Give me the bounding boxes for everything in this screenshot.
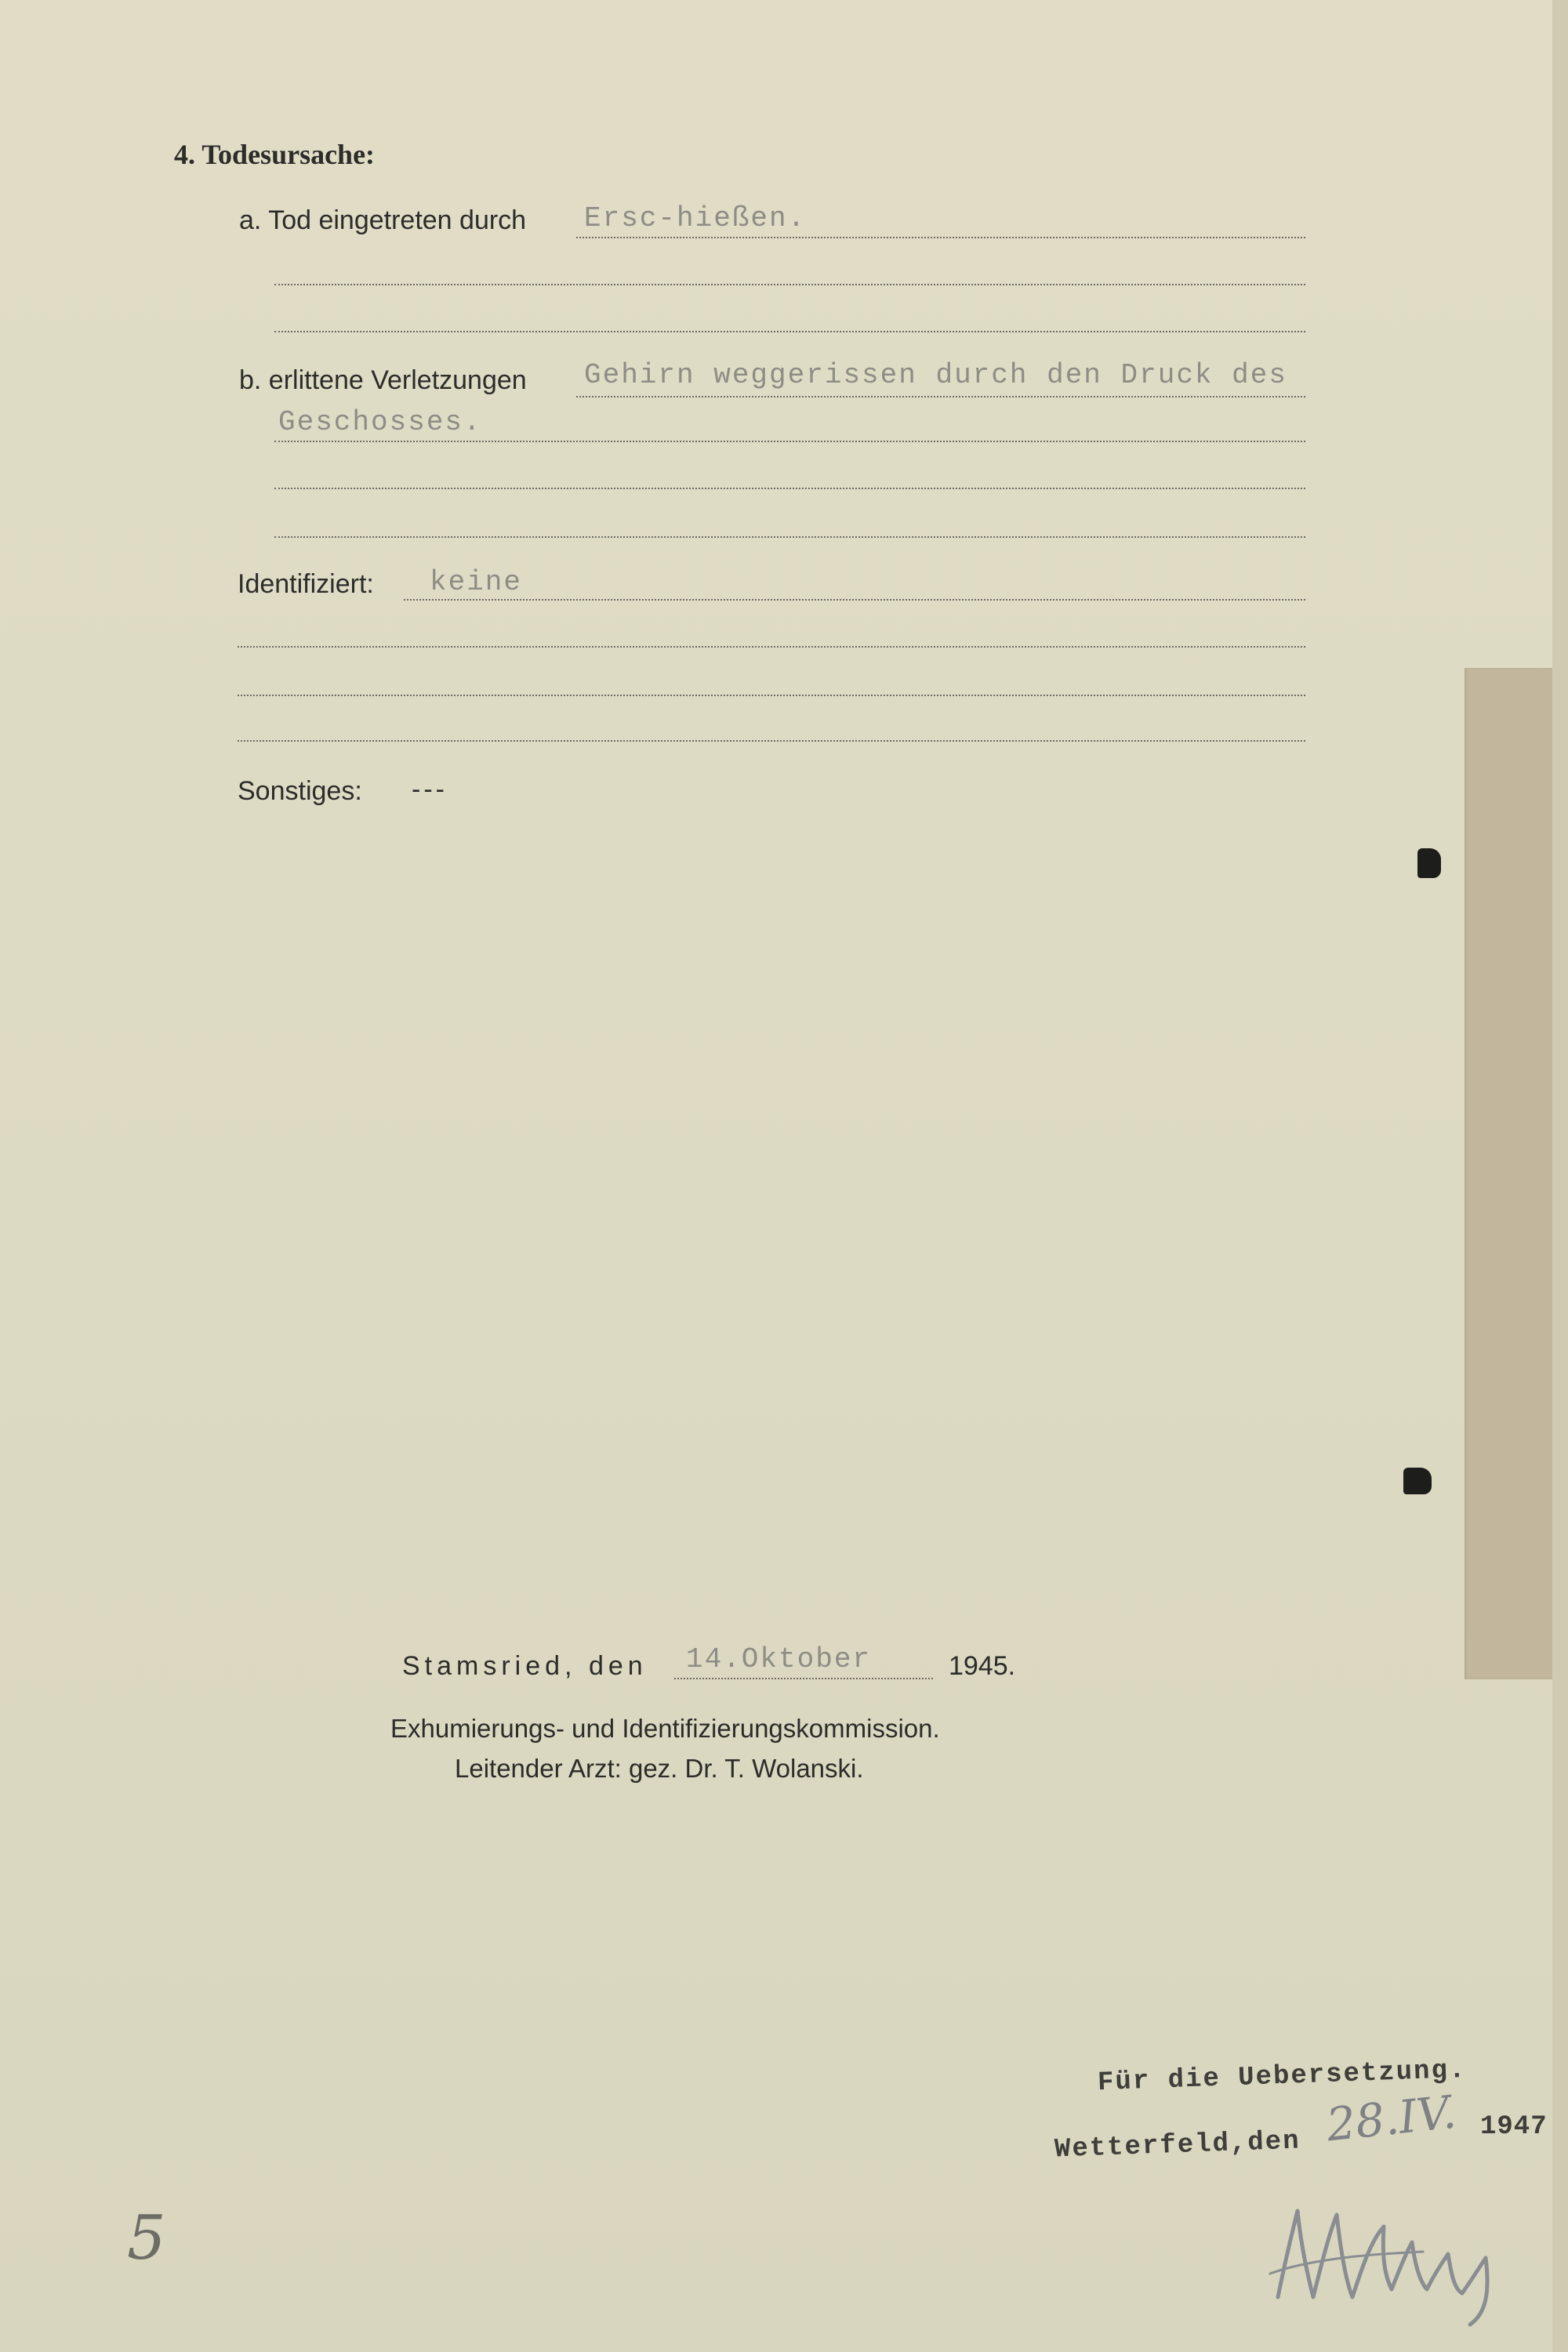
dotted-line: [274, 488, 1305, 489]
page-edge: [1552, 0, 1568, 2352]
identified-value: keine: [430, 566, 523, 598]
handwritten-signature: [1266, 2180, 1509, 2328]
commission-line1: Exhumierungs- und Identifizierungskommission.: [390, 1714, 940, 1743]
punch-hole: [1403, 1468, 1432, 1494]
binding-strip: [1465, 668, 1552, 1679]
identified-label: Identifiziert:: [238, 569, 374, 599]
dotted-line: [274, 536, 1305, 538]
page-number: 5: [127, 2203, 166, 2274]
dotted-line: [576, 396, 1305, 397]
certification-place: Wetterfeld,den: [1054, 2126, 1301, 2165]
injuries-label: b. erlittene Verletzungen: [239, 365, 527, 395]
punch-hole: [1417, 848, 1441, 878]
cause-label: a. Tod eingetreten durch: [239, 205, 527, 235]
dotted-line: [274, 441, 1305, 442]
date-value: 14.Oktober: [686, 1643, 872, 1675]
cause-value: Ersc-hießen.: [584, 202, 807, 234]
year-value: 1945.: [949, 1651, 1016, 1681]
commission-line2: Leitender Arzt: gez. Dr. T. Wolanski.: [455, 1754, 864, 1783]
dotted-line: [576, 237, 1305, 238]
certification-line1: Für die Uebersetzung.: [1097, 2055, 1468, 2099]
other-value: ---: [412, 775, 448, 804]
dotted-line: [238, 695, 1305, 696]
injuries-value-line2: Geschosses.: [278, 406, 482, 438]
section-heading: 4. Todesursache:: [174, 139, 376, 170]
place-label: Stamsried, den: [402, 1651, 648, 1681]
dotted-line: [404, 599, 1305, 601]
dotted-line: [674, 1678, 933, 1679]
other-label: Sonstiges:: [238, 776, 362, 806]
dotted-line: [274, 331, 1305, 332]
injuries-value-line1: Gehirn weggerissen durch den Druck des: [584, 359, 1287, 391]
dotted-line: [238, 740, 1305, 742]
dotted-line: [274, 284, 1305, 285]
dotted-line: [238, 646, 1305, 648]
certification-year: 1947: [1480, 2112, 1548, 2142]
certification-date: 28.IV.: [1323, 2085, 1459, 2152]
